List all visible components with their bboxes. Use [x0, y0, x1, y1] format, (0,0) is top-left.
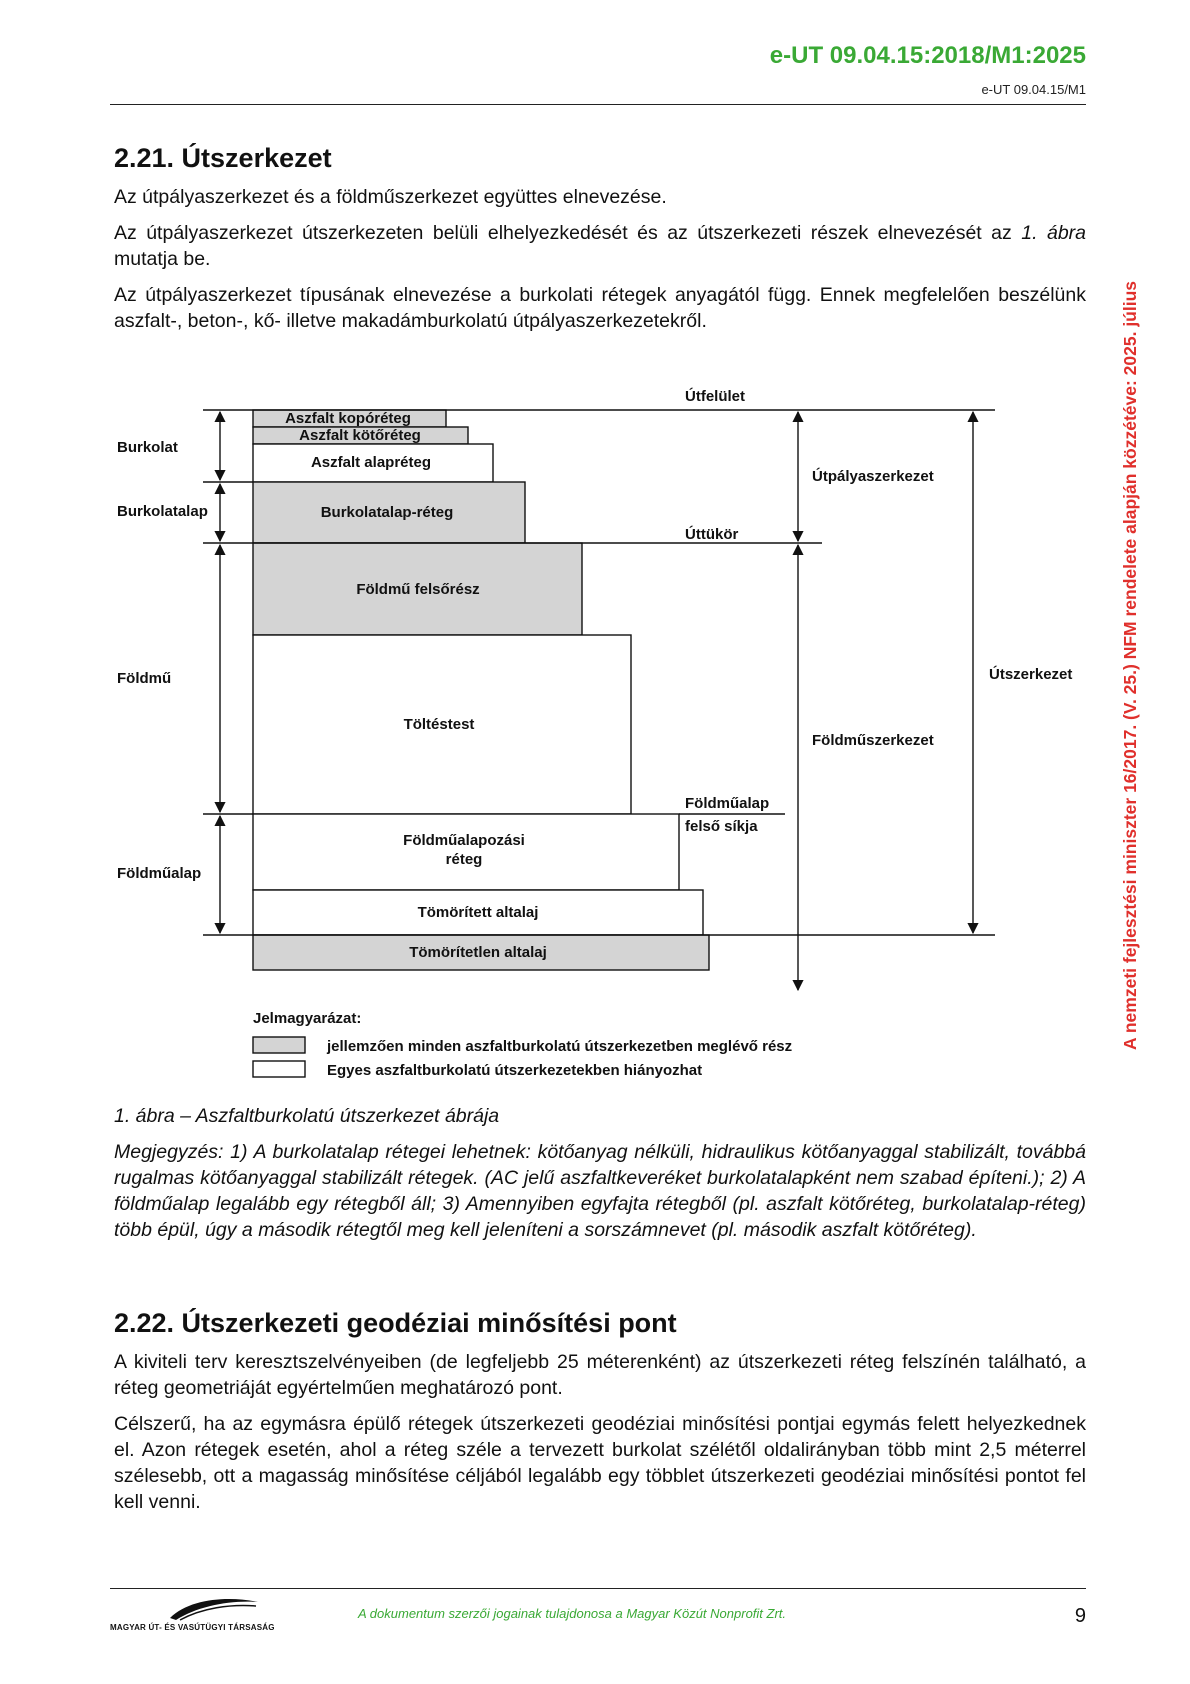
footer-divider [110, 1588, 1086, 1589]
figure-note: Megjegyzés: 1) A burkolatalap rétegei lehetnek: kötőanyag nélküli, hidraulikus kötőanyaggal stabilizált, továbbá rugalmas kötőanyaggal stabilizált rétegek. (AC jelű aszfaltkeveréket burkolatalapként nem szabad építeni.); 2) A földműalap legalább egy rétegből áll; 3) Amennyiben egyfajta rétegből (pl. aszfalt kötőréteg, burkolatalap-réteg) több épül, úgy a második rétegtől meg kell jeleníteni a sorszámnevet (pl. második aszfalt kötőréteg). [114, 1141, 1086, 1241]
label-felsoresz: Földmű felsőrész [356, 581, 480, 598]
label-foldmualapozasi-1: Földműalapozási [403, 832, 525, 849]
label-foldmu: Földmű [117, 670, 172, 687]
section-2-22 [114, 1308, 1086, 1515]
label-utpalyaszerkezet: Útpályaszerkezet [812, 468, 934, 485]
para-2-text-a: Az útpályaszerkezet útszerkezeten belüli elhelyezkedését és az útszerkezeti részek elnevezését az [114, 222, 1022, 244]
label-toltestest: Töltéstest [403, 716, 475, 733]
label-foldmualapozasi-2: réteg [445, 851, 483, 868]
label-burkolatalap: Burkolatalap [117, 503, 208, 520]
figure-caption-block [114, 1103, 1086, 1243]
legend-title: Jelmagyarázat: [253, 1010, 362, 1027]
label-alap: Aszfalt alapréteg [310, 454, 432, 471]
label-utfelulet: Útfelület [685, 388, 745, 405]
section-2-22-para-2: Célszerű, ha az egymásra épülő rétegek útszerkezeti geodéziai minősítési pontjai egymás felett helyezkednek el. Azon rétegek esetén, ahol a réteg széle a tervezett burkolat szélétől oldalirányban több mint 2,5 méterrel szélesebb, ott a magasság minősítése céljából legalább egy többlet útszerkezeti geodéziai minősítési pontot fel kell venni. [114, 1413, 1086, 1513]
society-logo-text: MAGYAR ÚT- ÉS VASÚTÜGYI TÁRSASÁG [110, 1623, 275, 1632]
page-number: 9 [1074, 1605, 1086, 1627]
legend-gray-text: jellemzően minden aszfaltburkolatú útszerkezetben meglévő rész [327, 1038, 793, 1055]
figure-reference: 1. ábra [1021, 222, 1087, 244]
society-logo-icon [110, 1596, 260, 1622]
label-foldmualap-felso-1: Földműalap [685, 795, 770, 812]
section-2-21-para-1: Az útpályaszerkezet és a földműszerkezet együttes elnevezése. [114, 186, 667, 208]
label-uttukor: Úttükör [685, 526, 739, 543]
copyright-notice: A dokumentum szerzői jogainak tulajdonosa a Magyar Közút Nonprofit Zrt. [358, 1606, 787, 1621]
label-foldmualap: Földműalap [117, 865, 202, 882]
section-2-22-para-1: A kiviteli terv keresztszelvényeiben (de legfeljebb 25 méterenként) az útszerkezeti réteg felszínén található, a réteg geometriáját egyértelműen meghatározó pont. [114, 1351, 1086, 1399]
label-burkolatalap-reteg: Burkolatalap-réteg [320, 504, 454, 521]
label-tomoritetlen: Tömörítetlen altalaj [409, 944, 547, 961]
legend-white-text: Egyes aszfaltburkolatú útszerkezetekben hiányozhat [327, 1062, 703, 1079]
label-koto: Aszfalt kötőréteg [299, 427, 421, 444]
document-code: e-UT 09.04.15:2018/M1:2025 [769, 42, 1086, 69]
para-2-text-b: mutatja be. [114, 248, 211, 270]
label-utszerkezet: Útszerkezet [989, 666, 1073, 683]
side-publication-note: A nemzeti fejlesztési miniszter 16/2017. (V. 25.) NFM rendelete alapján közzétéve: 2025. július [1120, 280, 1140, 1050]
label-kopo: Aszfalt kopóréteg [285, 410, 411, 427]
label-tomoritett: Tömörített altalaj [417, 904, 539, 921]
label-foldmualap-felso-2: felső síkja [685, 818, 758, 835]
section-2-21-title: 2.21. Útszerkezet [114, 143, 332, 173]
section-2-21-para-3: Az útpályaszerkezet típusának elnevezése a burkolati rétegek anyagától függ. Ennek megfelelően beszélünk aszfalt-, beton-, kő- illetve makadámburkolatú útpályaszerkezetekről. [114, 284, 1086, 332]
label-burkolat: Burkolat [117, 439, 178, 456]
legend-white-swatch [253, 1061, 305, 1077]
legend-gray-swatch [253, 1037, 305, 1053]
label-foldmuszerkezet: Földműszerkezet [812, 732, 934, 749]
document-subcode: e-UT 09.04.15/M1 [981, 82, 1086, 97]
section-2-22-title: 2.22. Útszerkezeti geodéziai minősítési pont [114, 1308, 677, 1338]
figure-caption: 1. ábra – Aszfaltburkolatú útszerkezet ábrája [114, 1105, 500, 1127]
